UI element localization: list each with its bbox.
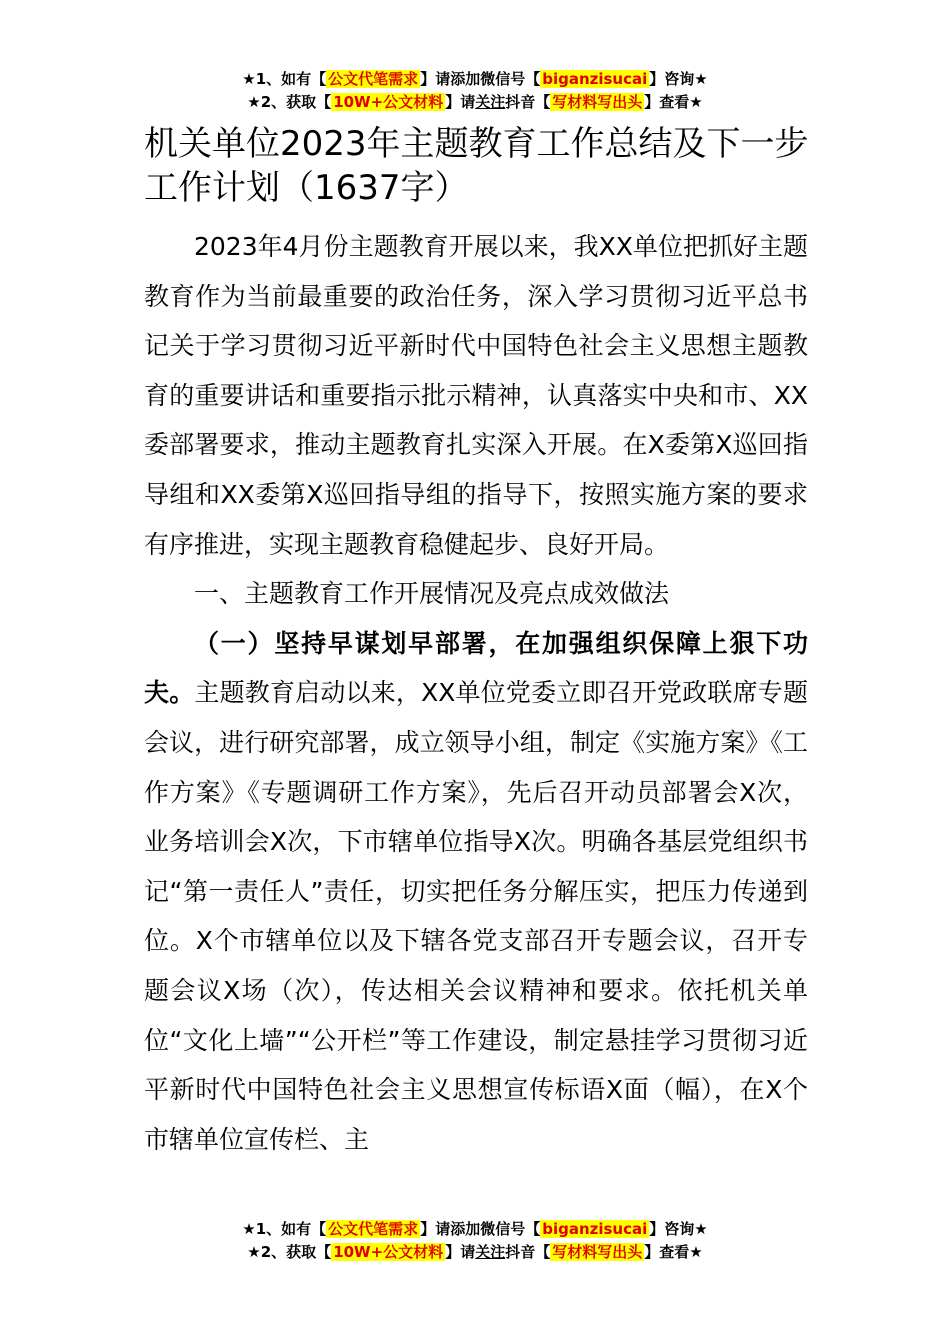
douyin-account-highlight: 写材料写出头: [552, 1243, 643, 1261]
promo-text: ★1、如有【: [242, 1220, 327, 1238]
promo-text: ★1、如有【: [242, 70, 327, 88]
subsection-text: 主题教育启动以来，XX单位党委立即召开党政联席专题会议，进行研究部署，成立领导小组，制定《实施方案》《工作方案》《专题调研工作方案》，先后召开动员部署会X次，业务培训会X次，下市辖单位指导X次。明确各基层党组织书记“第一责任人”责任，切实把任务分解压实，把压力传递到位。X个市辖单位以及下辖各党支部召开专题会议，召开专题会议X场（次），传达相关会议精神和要求。依托机关单位“文化上墙”“公开栏”等工作建设，制定悬挂学习贯彻习近平新时代中国特色社会主义思想宣传标语X面（幅），在X个市辖单位宣传栏、主: [144, 678, 808, 1154]
promo-text: 】请: [445, 1243, 476, 1261]
document-title: 机关单位2023年主题教育工作总结及下一步工作计划（1637字）: [144, 124, 809, 208]
document-body: [144, 222, 808, 1164]
wechat-id-highlight: biganzisucai: [542, 70, 648, 88]
promo-banner-bottom: [0, 1218, 950, 1264]
promo-line-2: [0, 1241, 950, 1264]
promo-text: 】请添加微信号【: [420, 1220, 541, 1238]
douyin-account-highlight: 写材料写出头: [552, 93, 643, 111]
wechat-id-highlight: biganzisucai: [542, 1220, 648, 1238]
promo-text: 】查看★: [644, 1243, 703, 1261]
subsection-paragraph: [144, 619, 808, 1165]
subsection-heading: （一）坚持早谋划早部署，在加强组织保障上狠下功夫。: [144, 628, 808, 708]
promo-underlined-text: 关注: [475, 93, 506, 111]
promo-text: 】请添加微信号【: [420, 70, 541, 88]
promo-highlight: 10W+公文材料: [333, 93, 444, 111]
promo-underlined-text: 关注: [475, 1243, 506, 1261]
promo-text: 】查看★: [644, 93, 703, 111]
promo-text: ★2、获取【: [247, 1243, 332, 1261]
promo-text: 抖音【: [505, 93, 551, 111]
promo-text: 】请: [445, 93, 476, 111]
promo-highlight: 公文代笔需求: [328, 70, 419, 88]
promo-highlight: 公文代笔需求: [328, 1220, 419, 1238]
promo-line-2: [0, 91, 950, 114]
promo-highlight: 10W+公文材料: [333, 1243, 444, 1261]
promo-text: ★2、获取【: [247, 93, 332, 111]
promo-banner-top: [0, 68, 950, 114]
promo-text: 】咨询★: [649, 70, 708, 88]
section-heading: 一、主题教育工作开展情况及亮点成效做法: [194, 579, 670, 609]
promo-text: 抖音【: [505, 1243, 551, 1261]
promo-line-1: [0, 1218, 950, 1241]
intro-paragraph: 2023年4月份主题教育开展以来，我XX单位把抓好主题教育作为当前最重要的政治任务，深入学习贯彻习近平总书记关于学习贯彻习近平新时代中国特色社会主义思想主题教育的重要讲话和重要指示批示精神，认真落实中央和市、XX委部署要求，推动主题教育扎实深入开展。在X委第X巡回指导组和XX委第X巡回指导组的指导下，按照实施方案的要求有序推进，实现主题教育稳健起步、良好开局。: [144, 232, 808, 559]
promo-line-1: [0, 68, 950, 91]
promo-text: 】咨询★: [649, 1220, 708, 1238]
